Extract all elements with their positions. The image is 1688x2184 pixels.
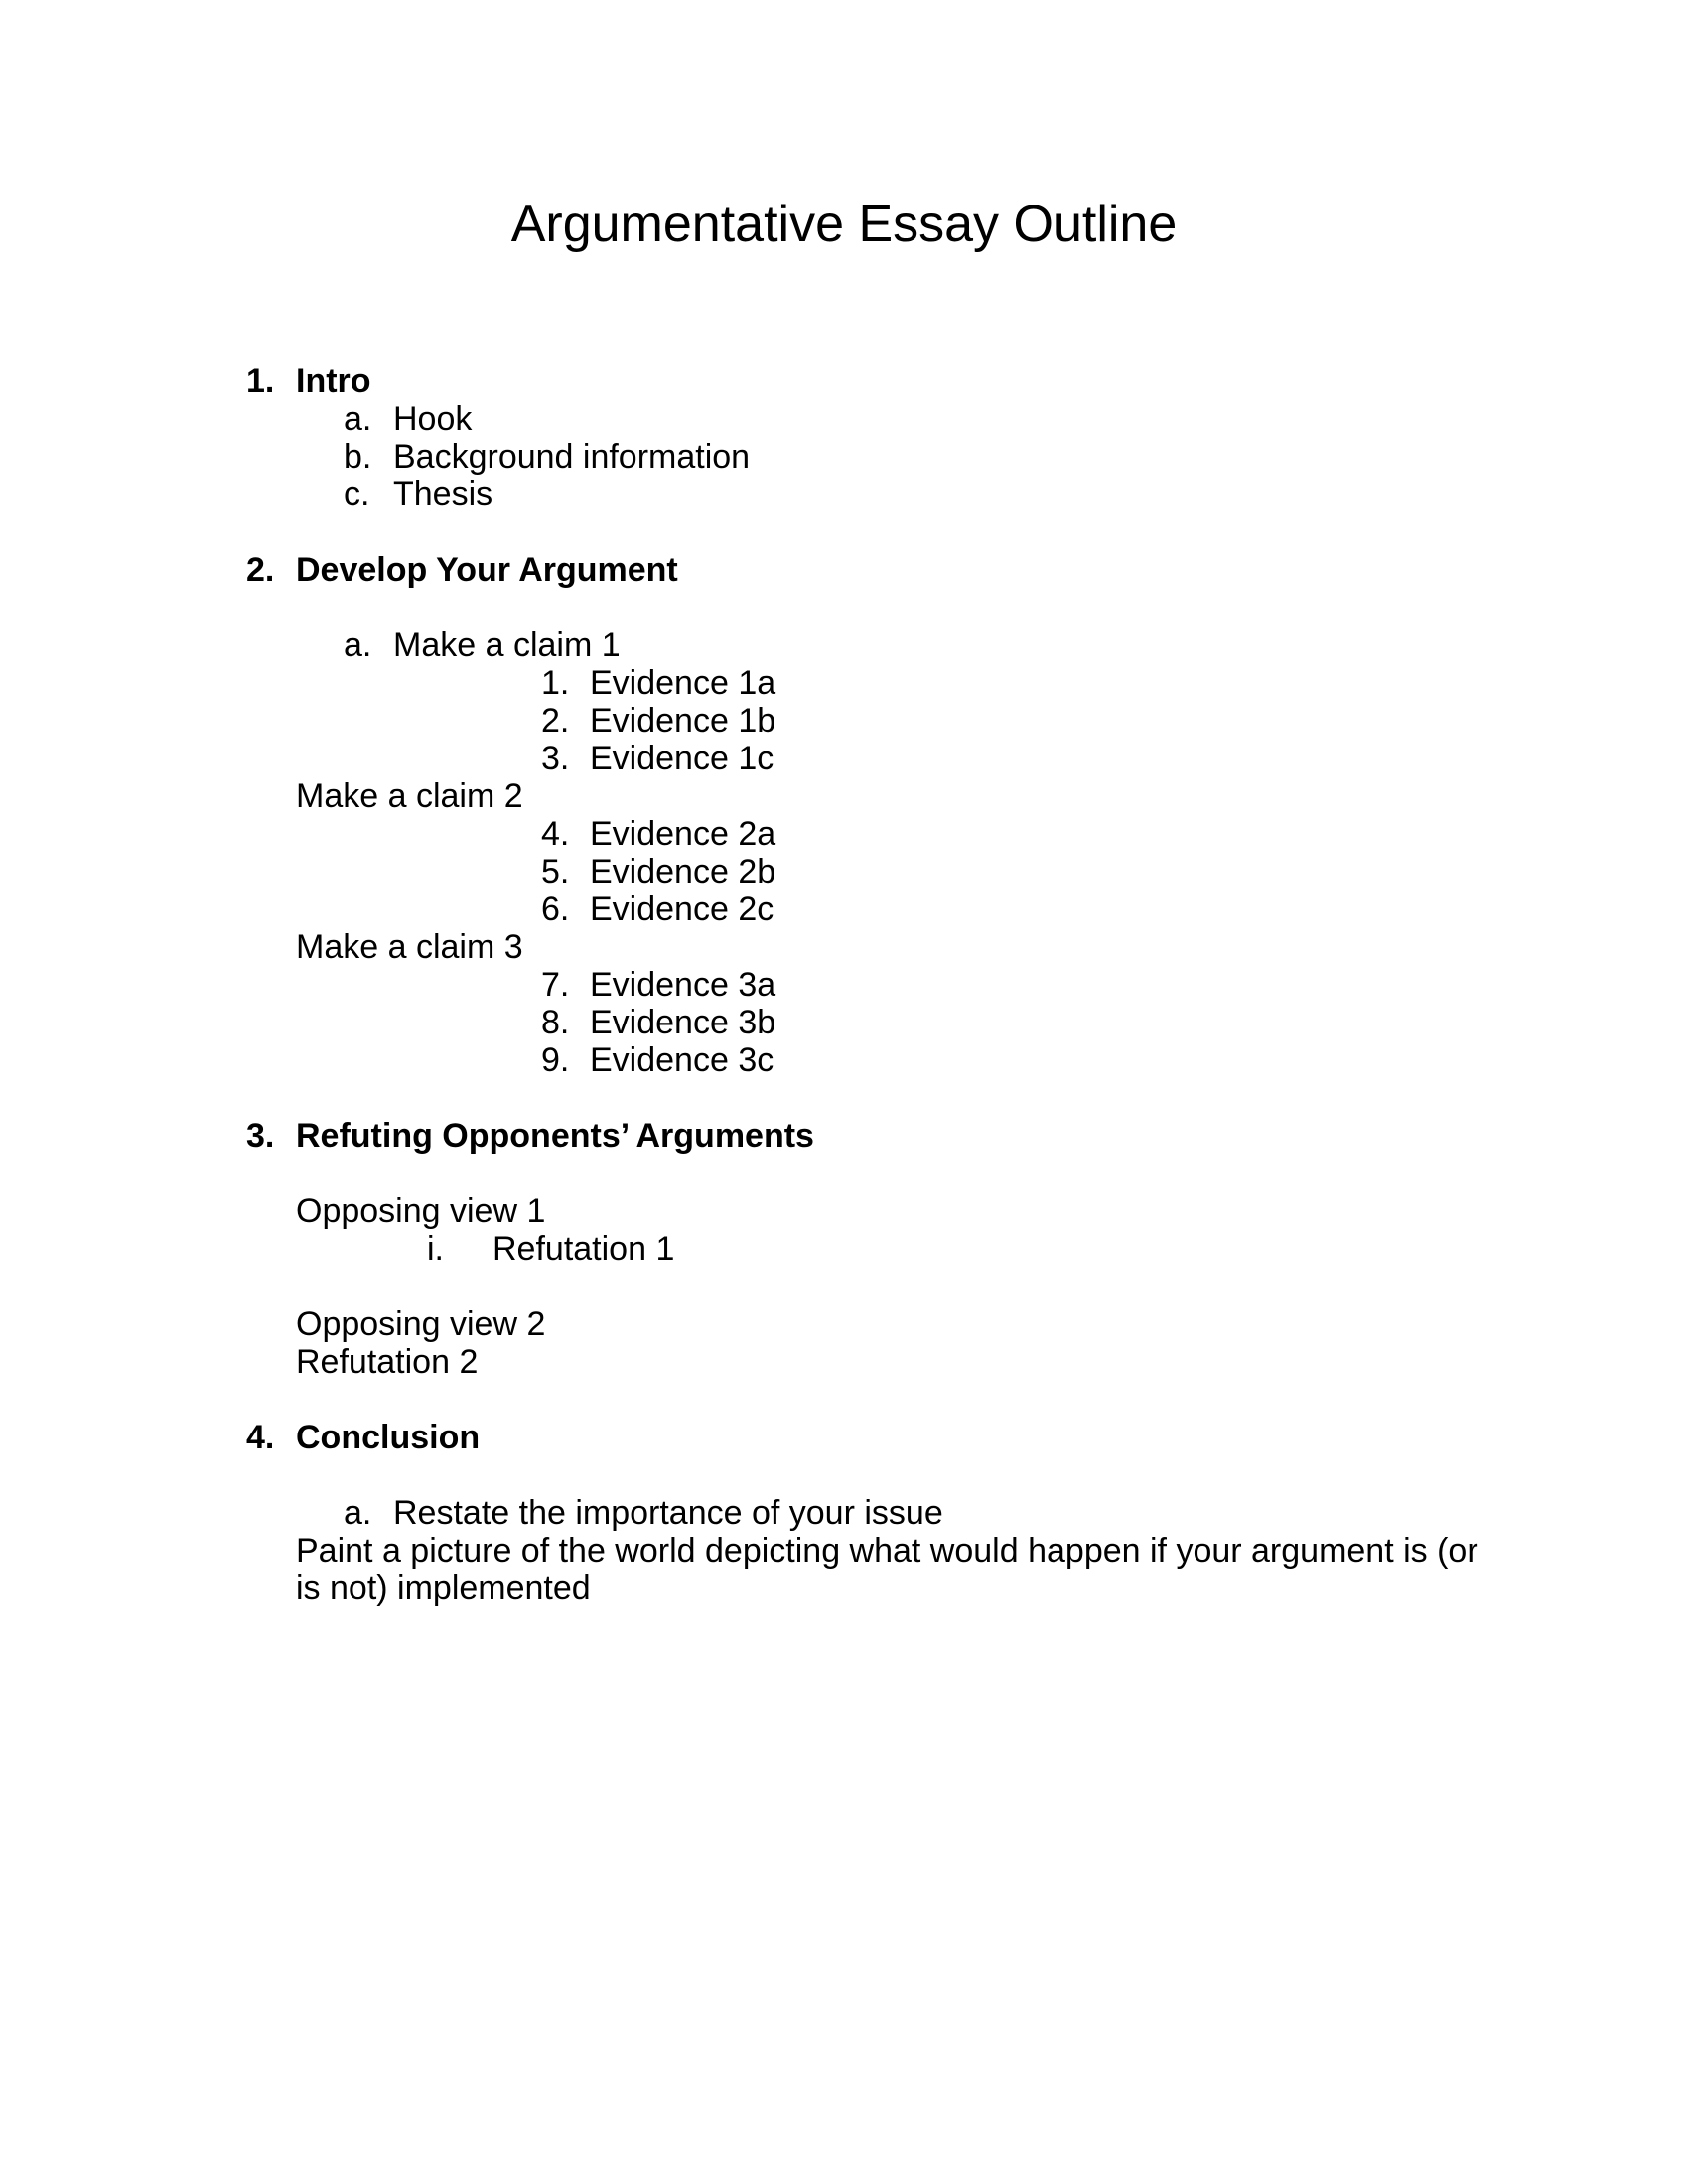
evidence-3-marker: 3. [541,740,570,777]
evidence-1a: Evidence 1a [590,664,776,702]
evidence-2c: Evidence 2c [590,890,774,928]
section-1-heading: Intro [296,362,371,400]
claim-2: Make a claim 2 [296,777,523,815]
evidence-3a: Evidence 3a [590,966,776,1004]
intro-item-b-marker: b. [344,438,372,476]
evidence-5-marker: 5. [541,853,570,890]
evidence-9-marker: 9. [541,1041,570,1079]
intro-item-a-marker: a. [344,400,372,438]
conclusion-paragraph-line-1: Paint a picture of the world depicting what would happen if your argument is (or [296,1532,1478,1570]
refutation-1-marker: i. [427,1230,444,1268]
evidence-7-marker: 7. [541,966,570,1004]
section-4-heading: Conclusion [296,1419,481,1456]
evidence-6-marker: 6. [541,890,570,928]
evidence-2-marker: 2. [541,702,570,740]
evidence-2a: Evidence 2a [590,815,776,853]
section-4-number: 4. [246,1419,275,1456]
section-2-heading: Develop Your Argument [296,551,678,589]
evidence-3c: Evidence 3c [590,1041,774,1079]
intro-item-c-marker: c. [344,476,370,513]
evidence-4-marker: 4. [541,815,570,853]
claim-1-marker: a. [344,626,372,664]
opposing-view-2: Opposing view 2 [296,1305,546,1343]
intro-item-background: Background information [393,438,751,476]
section-1-number: 1. [246,362,275,400]
conclusion-paragraph-line-2: is not) implemented [296,1570,591,1607]
conclusion-item-a-marker: a. [344,1494,372,1532]
evidence-1b: Evidence 1b [590,702,776,740]
intro-item-thesis: Thesis [393,476,493,513]
claim-3: Make a claim 3 [296,928,523,966]
intro-item-hook: Hook [393,400,473,438]
evidence-3b: Evidence 3b [590,1004,776,1041]
opposing-view-1: Opposing view 1 [296,1192,546,1230]
evidence-2b: Evidence 2b [590,853,776,890]
section-3-heading: Refuting Opponents’ Arguments [296,1117,814,1155]
refutation-2: Refutation 2 [296,1343,479,1381]
section-3-number: 3. [246,1117,275,1155]
evidence-8-marker: 8. [541,1004,570,1041]
conclusion-item-restate: Restate the importance of your issue [393,1494,943,1532]
refutation-1: Refutation 1 [492,1230,675,1268]
section-2-number: 2. [246,551,275,589]
document-title: Argumentative Essay Outline [510,196,1178,253]
evidence-1-marker: 1. [541,664,570,702]
evidence-1c: Evidence 1c [590,740,774,777]
claim-1: Make a claim 1 [393,626,621,664]
